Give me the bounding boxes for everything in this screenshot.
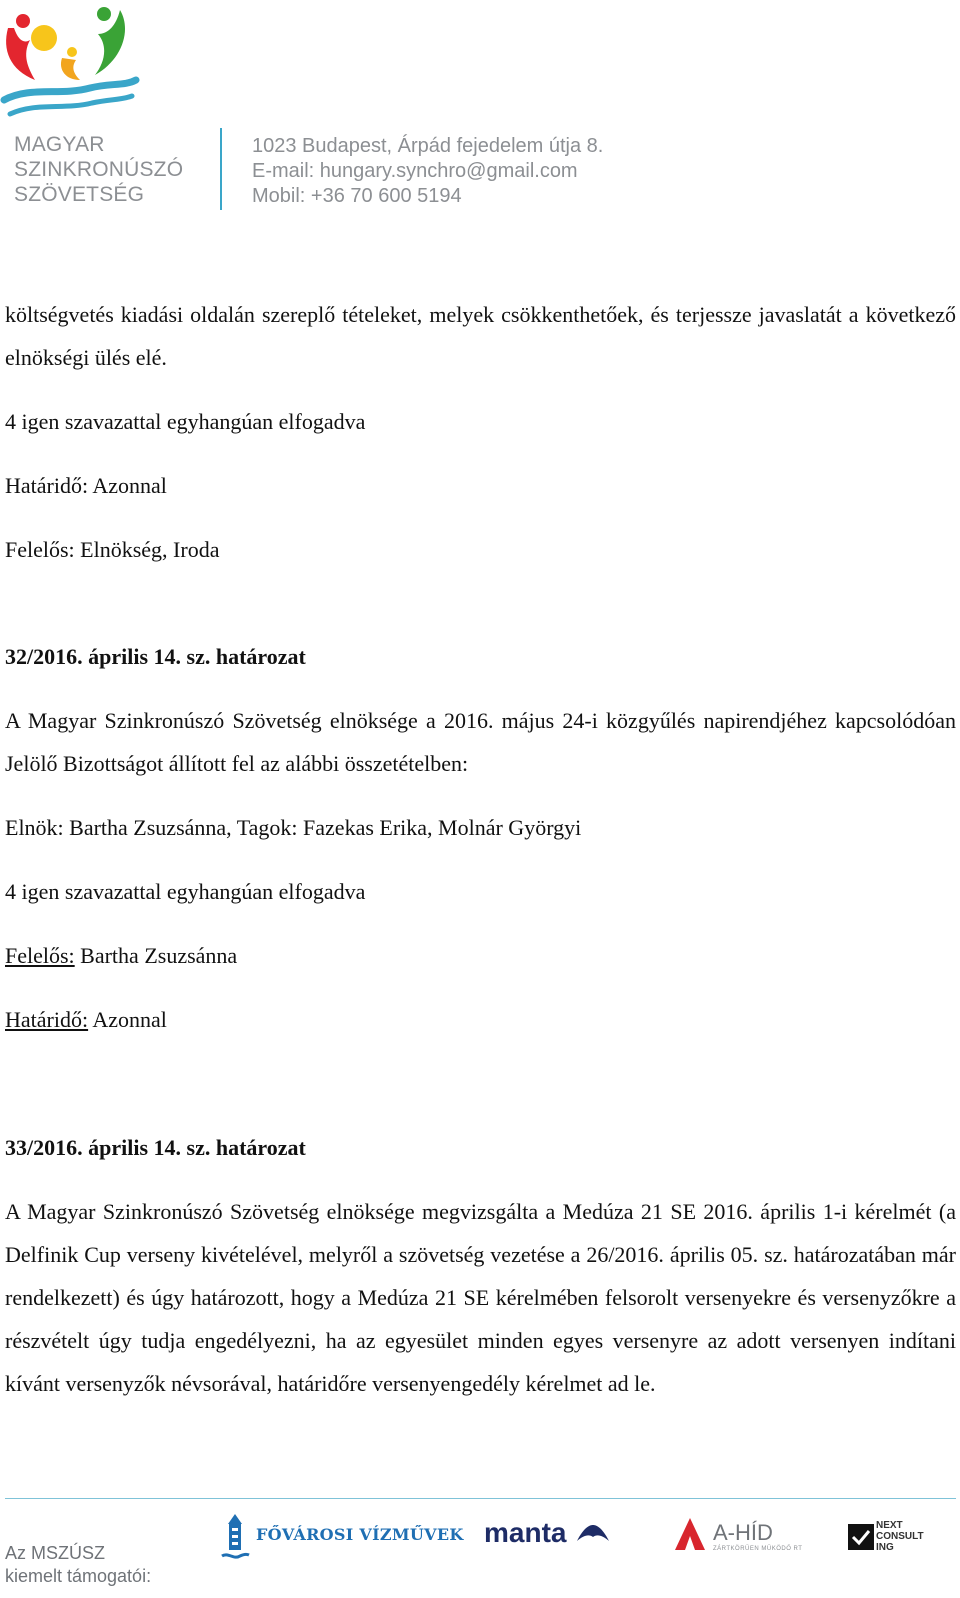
sponsors-label <box>5 1542 151 1588</box>
paragraph-continuation: költségvetés kiadási oldalán szereplő tételeket, melyek csökkenthetőek, és terjessze javaslatát a következő elnökségi ülés elé. <box>5 302 956 370</box>
contact-address: 1023 Budapest, Árpád fejedelem útja 8. <box>252 135 604 157</box>
document-body <box>5 293 956 1405</box>
responsible-line: Felelős: Elnökség, Iroda <box>5 537 220 562</box>
sponsor-next-logo <box>848 1520 928 1556</box>
sponsor-vizmuvek-logo <box>220 1512 464 1562</box>
next-check-icon <box>848 1524 874 1550</box>
sponsors-label-line: kiemelt támogatói: <box>5 1566 152 1586</box>
contact-email: E-mail: hungary.synchro@gmail.com <box>252 160 578 182</box>
resolution-title: 32/2016. április 14. sz. határozat <box>5 644 306 669</box>
deadline-line: Határidő: Azonnal <box>5 473 167 498</box>
org-name-line: SZINKRONÚSZÓ <box>14 158 184 181</box>
org-name <box>14 132 183 207</box>
resolution-title: 33/2016. április 14. sz. határozat <box>5 1135 306 1160</box>
sponsor-ahid-subtitle: ZÁRTKÖRŰEN MŰKÖDŐ RT <box>713 1546 803 1552</box>
sponsor-next-line: CONSULT <box>876 1531 924 1542</box>
resolution-text: A Magyar Szinkronúszó Szövetség elnöksége megvizsgálta a Medúza 21 SE 2016. április 1-i kérelmét (a Delfinik Cup verseny kivételével, melyről a szövetség vezetése a 26/2016. április 05. sz. határozatában már rendelkezett) és úgy határozott, hogy a Medúza 21 SE kérelmében felsorolt versenyekre és versenyzőkre a részvételt úgy tudja engedélyezni, ha az egyesület minden egyes versenyre az adott versenyen indítani kívánt versenyzők névsorával, határidőre versenyengedély kérelmet ad le. <box>5 1199 956 1396</box>
footer-divider <box>5 1498 956 1499</box>
vote-result: 4 igen szavazattal egyhangúan elfogadva <box>5 879 366 904</box>
responsible-line <box>5 934 956 977</box>
sponsor-next-line: NEXT <box>876 1520 903 1531</box>
org-name-line: SZÖVETSÉG <box>14 183 145 206</box>
responsible-label: Felelős: <box>5 943 75 968</box>
sponsor-next-line: ING <box>876 1542 894 1553</box>
sponsor-vizmuvek-name: FŐVÁROSI VÍZMŰVEK <box>256 1525 464 1544</box>
deadline-value: Azonnal <box>88 1007 167 1032</box>
resolution-text: A Magyar Szinkronúszó Szövetség elnöksége a 2016. május 24-i közgyűlés napirendjéhez kapcsolódóan Jelölő Bizottságot állított fel az alábbi összetételben: <box>5 708 956 776</box>
responsible-value: Bartha Zsuzsánna <box>74 943 238 968</box>
federation-logo <box>0 0 145 125</box>
water-tower-icon <box>220 1512 250 1562</box>
sponsors-label-line: Az MSZÚSZ <box>5 1543 106 1563</box>
deadline-line <box>5 998 956 1041</box>
contact-phone: Mobil: +36 70 600 5194 <box>252 185 462 207</box>
manta-ray-icon <box>576 1523 610 1545</box>
ahid-triangle-icon <box>673 1516 707 1552</box>
contact-info <box>252 134 603 209</box>
vote-result: 4 igen szavazattal egyhangúan elfogadva <box>5 409 366 434</box>
sponsor-ahid-name: A-HÍD <box>713 1520 773 1545</box>
header-divider <box>220 128 222 210</box>
deadline-label: Határidő: <box>5 1007 89 1032</box>
committee-members: Elnök: Bartha Zsuzsánna, Tagok: Fazekas Erika, Molnár Györgyi <box>5 815 582 840</box>
sponsor-manta-logo <box>484 1515 614 1555</box>
sponsor-manta-name: manta <box>484 1517 567 1548</box>
sponsor-ahid-logo <box>673 1512 803 1558</box>
org-name-line: MAGYAR <box>14 133 105 156</box>
